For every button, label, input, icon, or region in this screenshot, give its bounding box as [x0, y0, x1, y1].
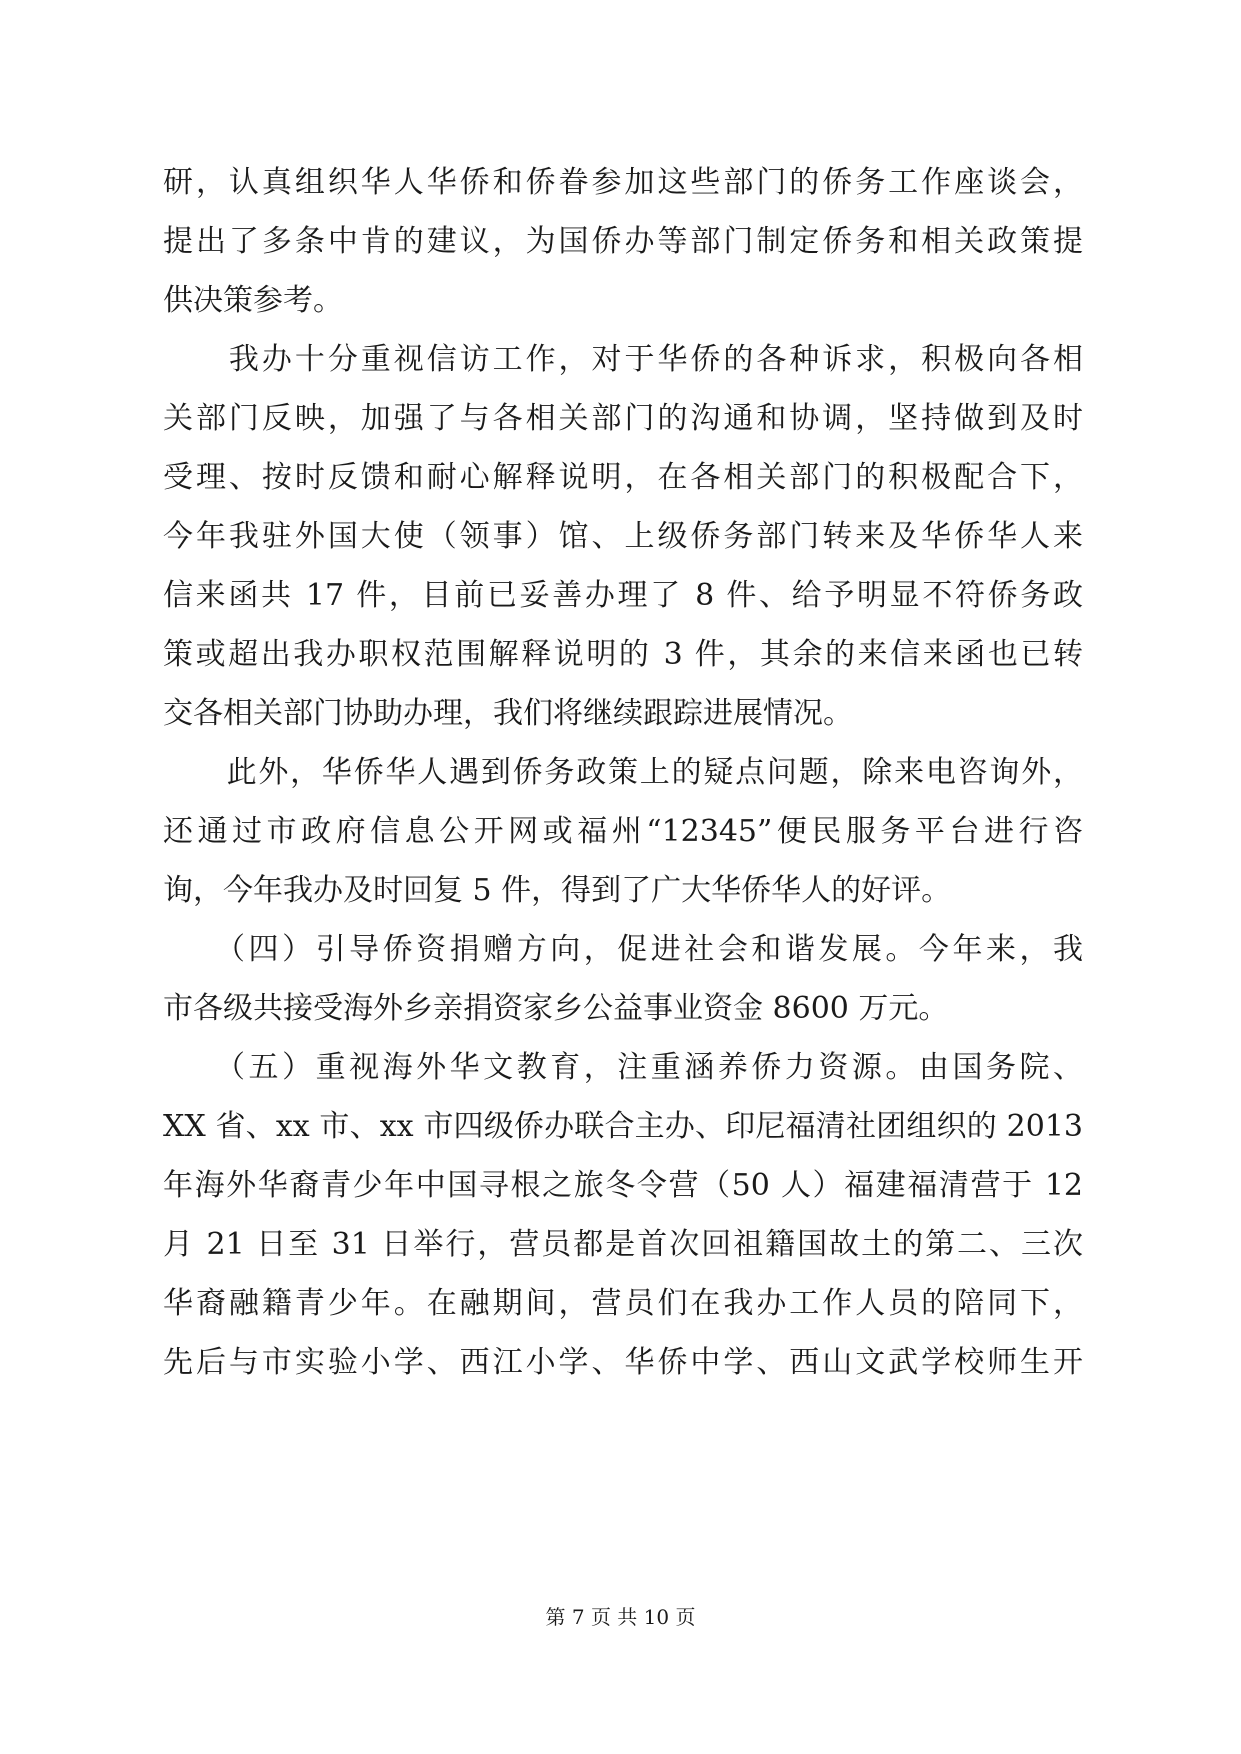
text-line: 华裔融籍青少年。在融期间，营员们在我办工作人员的陪同下，	[163, 1286, 1083, 1321]
text-line: 询，今年我办及时回复 5 件，得到了广大华侨华人的好评。	[163, 873, 952, 908]
text-line: XX 省、xx 市、xx 市四级侨办联合主办、印尼福清社团组织的 2013	[163, 1109, 1083, 1144]
text-line: （四）引导侨资捐赠方向，促进社会和谐发展。今年来，我	[163, 932, 1083, 967]
text-line: 提出了多条中肯的建议，为国侨办等部门制定侨务和相关政策提	[163, 224, 1083, 259]
text-line: 关部门反映，加强了与各相关部门的沟通和协调，坚持做到及时	[163, 401, 1083, 436]
text-line: 年海外华裔青少年中国寻根之旅冬令营（50 人）福建福清营于 12	[163, 1168, 1083, 1203]
text-line: 策或超出我办职权范围解释说明的 3 件，其余的来信来函也已转	[163, 637, 1083, 672]
text-line: 先后与市实验小学、西江小学、华侨中学、西山文武学校师生开	[163, 1345, 1083, 1380]
text-line: （五）重视海外华文教育，注重涵养侨力资源。由国务院、	[163, 1050, 1083, 1085]
text-line: 还通过市政府信息公开网或福州“12345”便民服务平台进行咨	[163, 814, 1083, 849]
text-line: 此外，华侨华人遇到侨务政策上的疑点问题，除来电咨询外，	[163, 755, 1083, 790]
text-line: 市各级共接受海外乡亲捐资家乡公益事业资金 8600 万元。	[163, 991, 949, 1026]
page-footer: 第 7 页 共 10 页	[545, 1605, 696, 1629]
text-line: 研，认真组织华人华侨和侨眷参加这些部门的侨务工作座谈会，	[163, 165, 1083, 200]
text-line: 受理、按时反馈和耐心解释说明，在各相关部门的积极配合下，	[163, 460, 1083, 495]
text-line: 信来函共 17 件，目前已妥善办理了 8 件、给予明显不符侨务政	[163, 578, 1083, 613]
text-line: 今年我驻外国大使（领事）馆、上级侨务部门转来及华侨华人来	[163, 519, 1083, 554]
text-line: 交各相关部门协助办理，我们将继续跟踪进展情况。	[163, 696, 853, 731]
body-text	[163, 165, 1083, 1407]
text-line: 月 21 日至 31 日举行，营员都是首次回祖籍国故土的第二、三次	[163, 1227, 1083, 1262]
text-line: 供决策参考。	[163, 283, 343, 318]
text-line: 我办十分重视信访工作，对于华侨的各种诉求，积极向各相	[163, 342, 1083, 377]
